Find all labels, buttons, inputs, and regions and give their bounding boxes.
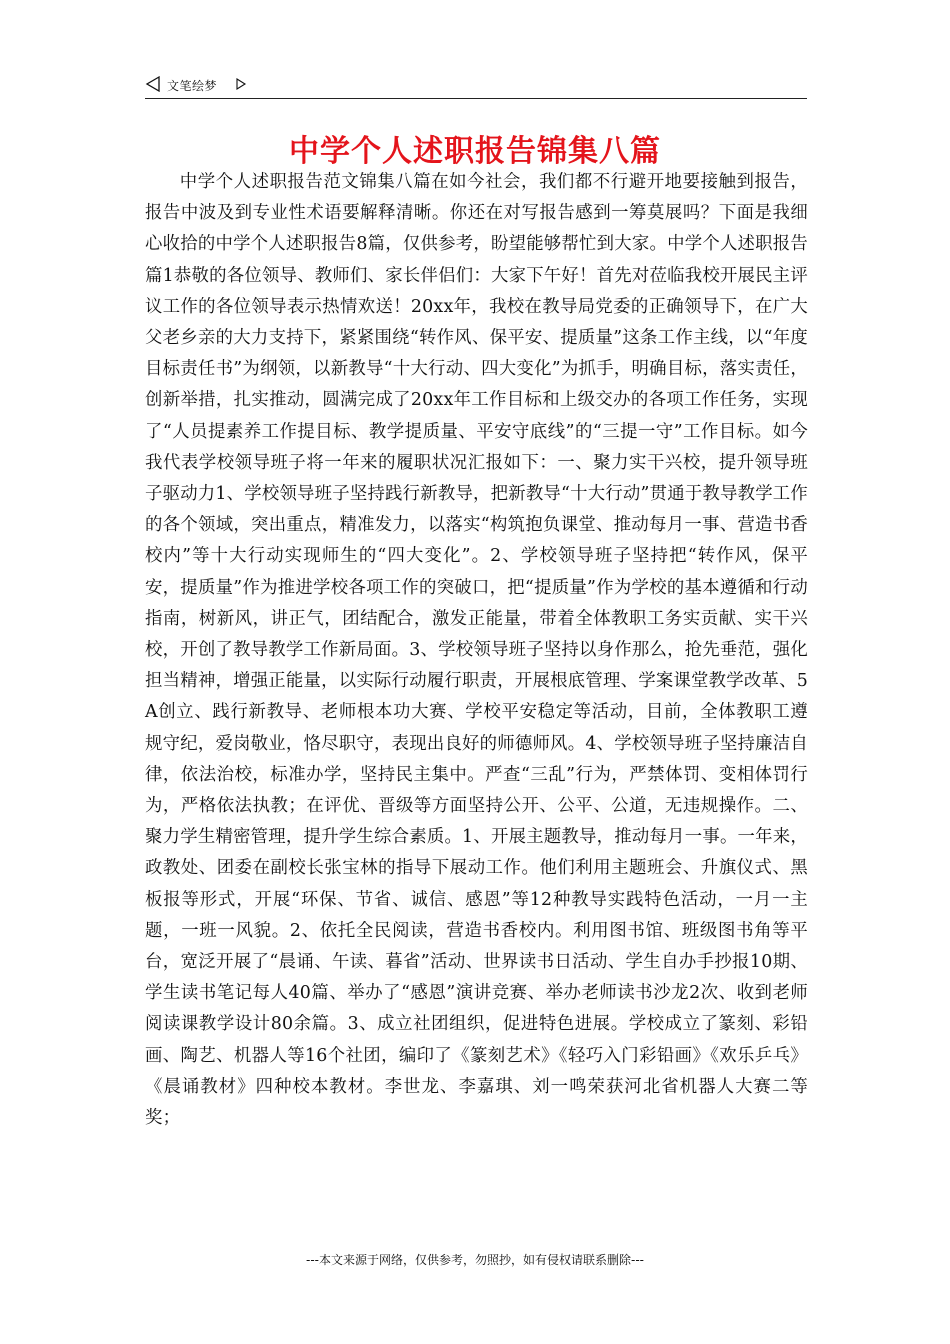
document-title: 中学个人述职报告锦集八篇 <box>289 134 661 169</box>
document-body: 中学个人述职报告范文锦集八篇在如今社会，我们都不行避开地要接触到报告，报告中波及到专业性术语要解释清晰。你还在对写报告感到一筹莫展吗？下面是我细心收拾的中学个人述职报告8篇，仅供参考，盼望能够帮忙到大家。中学个人述职报告篇1恭敬的各位领导、教师们、家长伴侣们：大家下午好！首先对莅临我校开展民主评议工作的各位领导表示热情欢送！20xx年，我校在教导局党委的正确领导下，在广大父老乡亲的大力支持下，紧紧围绕“转作风、保平安、提质量”这条工作主线，以“年度目标责任书”为纲领，以新教导“十大行动、四大变化”为抓手，明确目标，落实责任，创新举措，扎实推动，圆满完成了20xx年工作目标和上级交办的各项工作任务，实现了“人员提素养工作提目标、教学提质量、平安守底线”的“三提一守”工作目标。如今我代表学校领导班子将一年来的履职状况汇报如下：一、聚力实干兴校，提升领导班子驱动力1、学校领导班子坚持践行新教导，把新教导“十大行动”贯通于教导教学工作的各个领域，突出重点，精准发力，以落实“构筑抱负课堂、推动每月一事、营造书香校内”等十大行动实现师生的“四大变化”。2、学校领导班子坚持把“转作风，保平安，提质量”作为推进学校各项工作的突破口，把“提质量”作为学校的基本遵循和行动指南，树新风，讲正气，团结配合，激发正能量，带着全体教职工务实贡献、实干兴校，开创了教导教学工作新局面。3、学校领导班子坚持以身作那么，抢先垂范，强化担当精神，增强正能量，以实际行动履行职责，开展根底管理、学案课堂教学改革、5A创立、践行新教导、老师根本功大赛、学校平安稳定等活动，目前，全体教职工遵规守纪，爱岗敬业，恪尽职守，表现出良好的师德师风。4、学校领导班子坚持廉洁自律，依法治校，标准办学，坚持民主集中。严查“三乱”行为，严禁体罚、变相体罚行为，严格依法执教；在评优、晋级等方面坚持公开、公平、公道，无违规操作。二、聚力学生精密管理，提升学生综合素质。1、开展主题教导，推动每月一事。一年来，政教处、团委在副校长张宝林的指导下展动工作。他们利用主题班会、升旗仪式、黑板报等形式，开展“环保、节省、诚信、感恩”等12种教导实践特色活动，一月一主题，一班一风貌。2、依托全民阅读，营造书香校内。利用图书馆、班级图书角等平台，宽泛开展了“晨诵、午读、暮省”活动、世界读书日活动、学生自办手抄报10期、学生读书笔记每人40篇、举办了“感恩”演讲竞赛、举办老师读书沙龙2次、收到老师阅读课教学设计80余篇。3、成立社团组织，促进特色进展。学校成立了篆刻、彩铅画、陶艺、机器人等16个社团，编印了《篆刻艺术》《轻巧入门彩铅画》《欢乐乒乓》《晨诵教材》四种校本教材。李世龙、李嘉琪、刘一鸣荣获河北省机器人大赛二等奖； <box>145 172 808 1129</box>
page-header <box>145 74 807 99</box>
triangle-left-outline-icon <box>145 76 161 92</box>
header-brand: 文笔绘梦 <box>167 79 218 93</box>
triangle-right-outline-icon <box>235 77 247 91</box>
footer-disclaimer: ---本文来源于网络，仅供参考，勿照抄，如有侵权请联系删除--- <box>306 1253 644 1267</box>
